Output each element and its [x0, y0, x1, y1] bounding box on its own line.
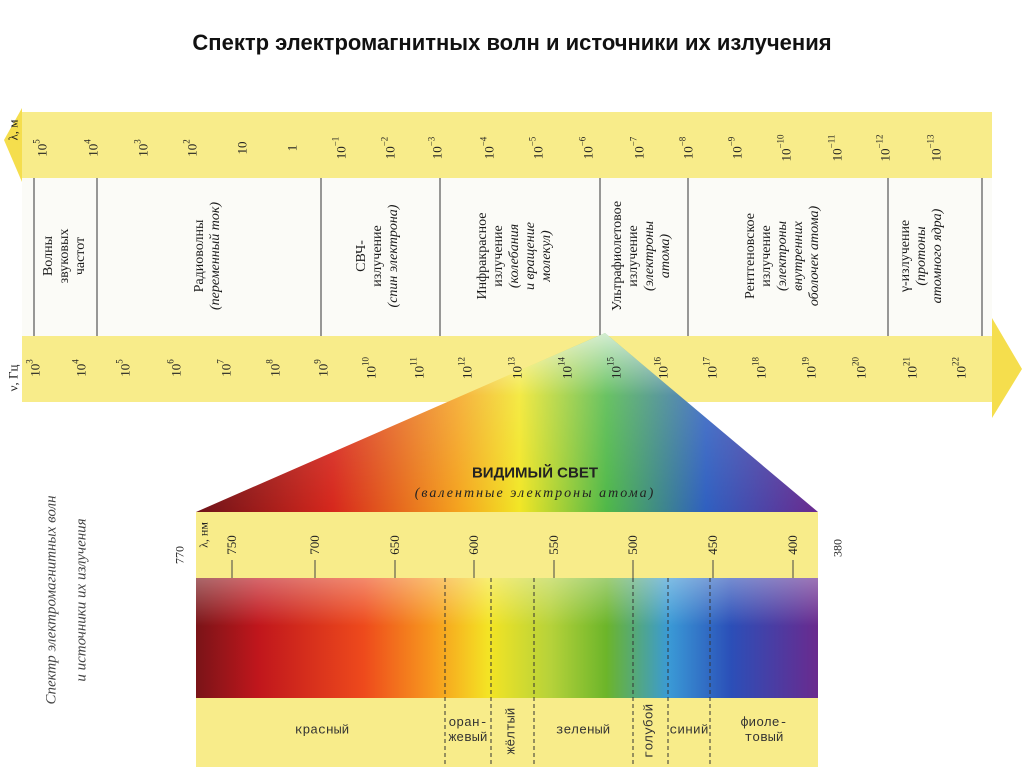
- visible-light-scale: [196, 512, 818, 578]
- visible-light-spectrum-fade: [196, 578, 818, 698]
- slide-title: Спектр электромагнитных волн и источники их излучения: [192, 30, 832, 55]
- wavelength-band: [22, 112, 992, 178]
- frequency-arrow-head: [992, 318, 1022, 418]
